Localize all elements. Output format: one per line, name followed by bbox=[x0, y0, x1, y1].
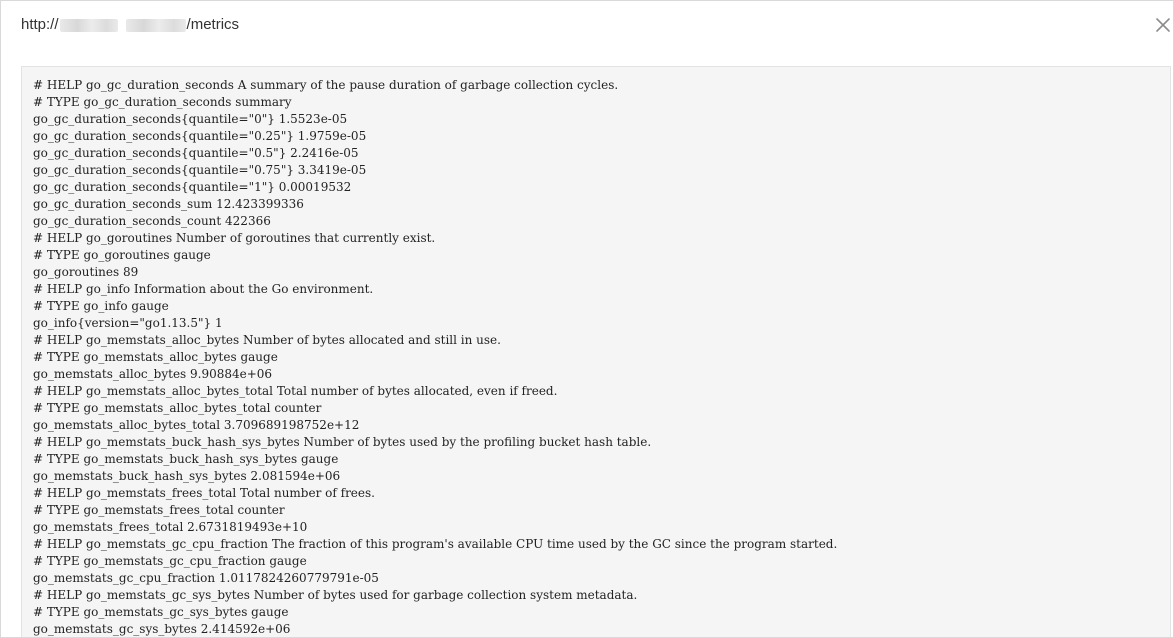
metrics-line: go_gc_duration_seconds{quantile="1"} 0.00019532 bbox=[33, 180, 352, 194]
metrics-line: # HELP go_memstats_gc_cpu_fraction The fraction of this program's available CPU time used by the GC since the program started. bbox=[33, 537, 838, 551]
metrics-line: go_memstats_buck_hash_sys_bytes 2.081594e+06 bbox=[33, 469, 341, 483]
metrics-line: # HELP go_memstats_frees_total Total number of frees. bbox=[33, 486, 375, 500]
metrics-line: # TYPE go_memstats_gc_sys_bytes gauge bbox=[33, 605, 289, 619]
metrics-line: # TYPE go_memstats_alloc_bytes gauge bbox=[33, 350, 278, 364]
metrics-line: # HELP go_memstats_alloc_bytes_total Total number of bytes allocated, even if freed. bbox=[33, 384, 558, 398]
metrics-line: # TYPE go_gc_duration_seconds summary bbox=[33, 95, 292, 109]
metrics-line: go_info{version="go1.13.5"} 1 bbox=[33, 316, 223, 330]
metrics-line: # HELP go_memstats_gc_sys_bytes Number of bytes used for garbage collection system metadata. bbox=[33, 588, 638, 602]
metrics-line: go_gc_duration_seconds_count 422366 bbox=[33, 214, 271, 228]
metrics-line: # TYPE go_memstats_alloc_bytes_total counter bbox=[33, 401, 322, 415]
metrics-output[interactable] bbox=[21, 66, 1171, 638]
metrics-line: go_gc_duration_seconds{quantile="0"} 1.5523e-05 bbox=[33, 112, 348, 126]
redacted-host-part bbox=[60, 19, 118, 32]
metrics-line: # TYPE go_goroutines gauge bbox=[33, 248, 211, 262]
metrics-line: # TYPE go_info gauge bbox=[33, 299, 169, 313]
metrics-line: go_memstats_gc_sys_bytes 2.414592e+06 bbox=[33, 622, 291, 636]
metrics-line: go_memstats_alloc_bytes 9.90884e+06 bbox=[33, 367, 273, 381]
close-icon bbox=[1152, 14, 1174, 36]
metrics-line: # TYPE go_memstats_frees_total counter bbox=[33, 503, 285, 517]
metrics-line: # HELP go_memstats_buck_hash_sys_bytes Number of bytes used by the profiling bucket hash table. bbox=[33, 435, 652, 449]
metrics-line: go_goroutines 89 bbox=[33, 265, 139, 279]
url-suffix: /metrics bbox=[186, 16, 240, 33]
redacted-host-part bbox=[126, 19, 186, 32]
metrics-text bbox=[33, 77, 837, 638]
metrics-line: go_gc_duration_seconds{quantile="0.5"} 2.2416e-05 bbox=[33, 146, 359, 160]
metrics-line: go_memstats_frees_total 2.6731819493e+10 bbox=[33, 520, 308, 534]
metrics-line: go_memstats_gc_cpu_fraction 1.0117824260779791e-05 bbox=[33, 571, 379, 585]
close-button[interactable] bbox=[1152, 14, 1174, 36]
dialog-header bbox=[1, 1, 1173, 49]
dialog-title bbox=[21, 14, 239, 36]
metrics-line: # TYPE go_memstats_buck_hash_sys_bytes gauge bbox=[33, 452, 339, 466]
metrics-line: go_gc_duration_seconds_sum 12.423399336 bbox=[33, 197, 304, 211]
metrics-line: # HELP go_memstats_alloc_bytes Number of bytes allocated and still in use. bbox=[33, 333, 501, 347]
metrics-line: # TYPE go_memstats_gc_cpu_fraction gauge bbox=[33, 554, 307, 568]
metrics-line: go_gc_duration_seconds{quantile="0.25"} 1.9759e-05 bbox=[33, 129, 367, 143]
metrics-line: go_gc_duration_seconds{quantile="0.75"} 3.3419e-05 bbox=[33, 163, 367, 177]
metrics-line: go_memstats_alloc_bytes_total 3.709689198752e+12 bbox=[33, 418, 360, 432]
metrics-line: # HELP go_goroutines Number of goroutines that currently exist. bbox=[33, 231, 436, 245]
url-prefix: http:// bbox=[21, 16, 59, 33]
metrics-line: # HELP go_info Information about the Go environment. bbox=[33, 282, 374, 296]
metrics-line: # HELP go_gc_duration_seconds A summary of the pause duration of garbage collection cycles. bbox=[33, 78, 619, 92]
